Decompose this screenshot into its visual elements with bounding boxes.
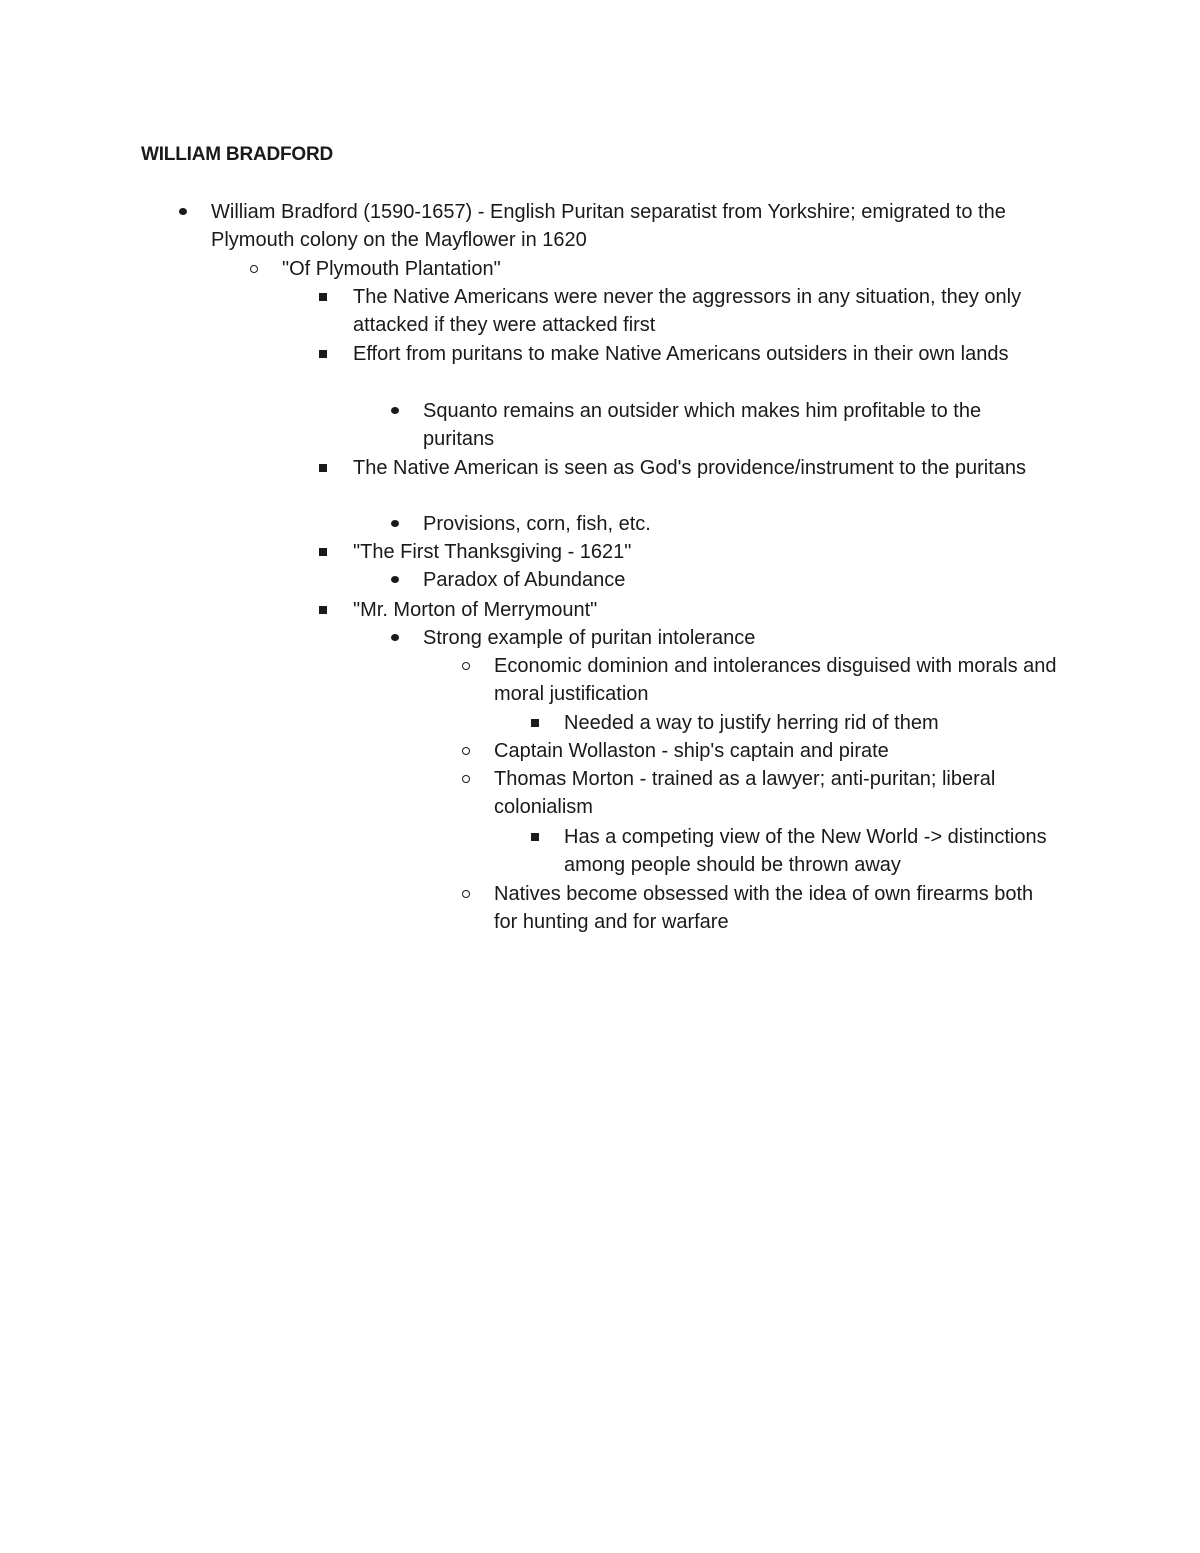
list-item-text: Effort from puritans to make Native Americans outsiders in their own lands	[353, 343, 1009, 365]
list-item-text: Needed a way to justify herring rid of them	[564, 712, 939, 734]
page-title: WILLIAM BRADFORD	[141, 144, 334, 165]
list-item	[388, 397, 1048, 454]
list-item	[318, 283, 1038, 340]
list-item-text: The Native American is seen as God's providence/instrument to the puritans	[353, 457, 1027, 479]
list-item	[388, 624, 1048, 652]
list-item-text: Squanto remains an outsider which makes him profitable to the puritans	[423, 400, 982, 451]
list-item-text: Captain Wollaston - ship's captain and pirate	[494, 740, 889, 762]
list-item-text: The Native Americans were never the aggressors in any situation, they only attacked if they were attacked first	[353, 286, 1022, 337]
list-item	[318, 538, 1038, 566]
list-item	[318, 596, 1038, 624]
list-item-text: Thomas Morton - trained as a lawyer; anti-puritan; liberal colonialism	[494, 768, 996, 819]
list-item	[460, 765, 1050, 822]
list-item	[460, 737, 1065, 765]
list-item-text: Has a competing view of the New World -> distinctions among people should be thrown away	[564, 826, 1047, 877]
list-item	[530, 823, 1055, 880]
list-item-text: Strong example of puritan intolerance	[423, 627, 756, 649]
list-item-text: Natives become obsessed with the idea of own firearms both for hunting and for warfare	[494, 883, 1034, 934]
list-item	[318, 340, 1038, 368]
list-item	[530, 709, 1050, 737]
list-item-text: Provisions, corn, fish, etc.	[423, 513, 651, 535]
list-item-text: Paradox of Abundance	[423, 569, 626, 591]
list-item	[248, 255, 1058, 283]
list-item-text: "The First Thanksgiving - 1621"	[353, 541, 632, 563]
list-item-text: William Bradford (1590-1657) - English Puritan separatist from Yorkshire; emigrated to the Plymouth colony on the Mayflower in 1620	[211, 201, 1006, 252]
list-item-text: "Of Plymouth Plantation"	[282, 258, 501, 280]
list-item-text: Economic dominion and intolerances disguised with morals and moral justification	[494, 655, 1057, 706]
list-item	[388, 566, 1048, 594]
list-item	[460, 652, 1065, 709]
list-item	[318, 454, 1038, 482]
list-item	[388, 510, 1048, 538]
list-item-text: "Mr. Morton of Merrymount"	[353, 599, 598, 621]
list-item	[460, 880, 1050, 937]
list-item	[176, 198, 1056, 255]
